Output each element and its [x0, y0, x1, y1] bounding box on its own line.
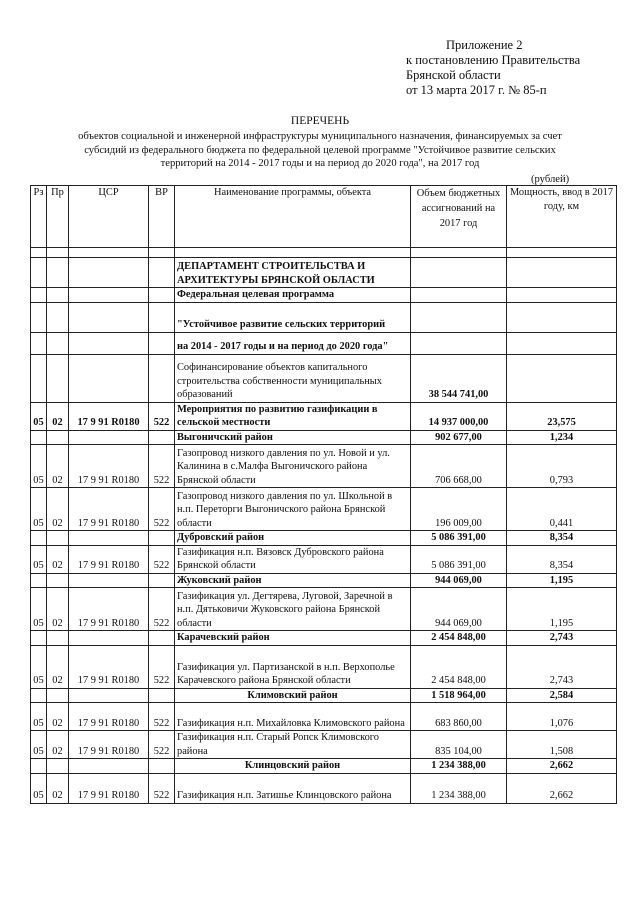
cell-vr: 522 [149, 488, 175, 531]
cell-km: 2,584 [507, 688, 617, 703]
cell-km: 23,575 [507, 402, 617, 430]
table-row [31, 545, 617, 573]
cell-csr [69, 258, 149, 288]
cell-rz: 05 [31, 488, 47, 531]
table-row [31, 588, 617, 631]
cell-km: 1,076 [507, 703, 617, 731]
header-rz: Рз [31, 186, 47, 248]
cell-csr [69, 354, 149, 402]
cell-vr [149, 430, 175, 445]
cell-km: 2,743 [507, 631, 617, 646]
cell-name: Газификация н.п. Вязовск Дубровского района Брянской области [175, 545, 411, 573]
table-row [31, 430, 617, 445]
cell-rz [31, 332, 47, 354]
cell-pr: 02 [47, 731, 69, 759]
cell-csr [69, 688, 149, 703]
cell-amount: 5 086 391,00 [411, 531, 507, 546]
cell-vr [149, 288, 175, 303]
cell-vr: 522 [149, 731, 175, 759]
cell-rz [31, 531, 47, 546]
appendix-line: к постановлению Правительства [406, 53, 581, 67]
cell-pr [47, 573, 69, 588]
cell-rz [31, 288, 47, 303]
cell-name: ДЕПАРТАМЕНТ СТРОИТЕЛЬСТВА И АРХИТЕКТУРЫ БРЯНСКОЙ ОБЛАСТИ [175, 258, 411, 288]
cell-name: Газификация н.п. Затишье Клинцовского района [175, 773, 411, 803]
table-header-row [31, 186, 617, 248]
table-row [31, 302, 617, 332]
cell-vr: 522 [149, 703, 175, 731]
cell-km [507, 248, 617, 258]
cell-km [507, 258, 617, 288]
cell-vr [149, 332, 175, 354]
appendix-line: Брянской области [406, 68, 501, 82]
cell-amount: 5 086 391,00 [411, 545, 507, 573]
cell-pr: 02 [47, 488, 69, 531]
cell-km: 2,743 [507, 645, 617, 688]
document-title: ПЕРЕЧЕНЬ [290, 115, 350, 127]
header-km: Мощность, ввод в 2017 году, км [507, 186, 617, 248]
cell-rz [31, 688, 47, 703]
cell-name: Клинцовский район [175, 759, 411, 774]
cell-amount: 2 454 848,00 [411, 631, 507, 646]
cell-amount: 944 069,00 [411, 573, 507, 588]
cell-pr [47, 759, 69, 774]
cell-rz [31, 430, 47, 445]
cell-name: Выгоничский район [175, 430, 411, 445]
table-row [31, 258, 617, 288]
cell-pr [47, 430, 69, 445]
cell-vr [149, 631, 175, 646]
cell-pr [47, 531, 69, 546]
cell-rz [31, 354, 47, 402]
header-name: Наименование программы, объекта [175, 186, 411, 248]
table-row [31, 631, 617, 646]
table-row [31, 332, 617, 354]
cell-amount: 38 544 741,00 [411, 354, 507, 402]
cell-name: Жуковский район [175, 573, 411, 588]
cell-km: 2,662 [507, 773, 617, 803]
cell-csr [69, 248, 149, 258]
cell-vr: 522 [149, 773, 175, 803]
cell-km [507, 354, 617, 402]
cell-rz: 05 [31, 445, 47, 488]
cell-km: 1,195 [507, 588, 617, 631]
cell-pr [47, 302, 69, 332]
document-subtitle [20, 130, 620, 171]
cell-rz [31, 248, 47, 258]
cell-amount: 835 104,00 [411, 731, 507, 759]
table-row [31, 288, 617, 303]
header-pr: Пр [47, 186, 69, 248]
table-row [31, 703, 617, 731]
cell-csr: 17 9 91 R0180 [69, 773, 149, 803]
cell-km [507, 332, 617, 354]
cell-km: 1,508 [507, 731, 617, 759]
cell-csr [69, 332, 149, 354]
header-vr: ВР [149, 186, 175, 248]
cell-rz [31, 631, 47, 646]
cell-rz: 05 [31, 545, 47, 573]
cell-amount: 944 069,00 [411, 588, 507, 631]
cell-vr: 522 [149, 402, 175, 430]
cell-name: Карачевский район [175, 631, 411, 646]
cell-pr [47, 258, 69, 288]
cell-csr [69, 759, 149, 774]
cell-vr [149, 759, 175, 774]
cell-pr [47, 354, 69, 402]
cell-pr: 02 [47, 703, 69, 731]
appendix-line: от 13 марта 2017 г. № 85-п [406, 83, 547, 97]
cell-pr: 02 [47, 445, 69, 488]
table-row [31, 773, 617, 803]
table-row [31, 488, 617, 531]
subtitle-line: субсидий из федерального бюджета по федеральной целевой программе "Устойчивое развитие сельских [84, 144, 556, 156]
cell-km: 2,662 [507, 759, 617, 774]
cell-amount [411, 258, 507, 288]
cell-km: 8,354 [507, 545, 617, 573]
cell-km: 0,441 [507, 488, 617, 531]
cell-rz: 05 [31, 703, 47, 731]
cell-pr: 02 [47, 645, 69, 688]
cell-vr [149, 354, 175, 402]
cell-name: "Устойчивое развитие сельских территорий [175, 302, 411, 332]
cell-rz [31, 573, 47, 588]
cell-name: Газификация н.п. Михайловка Климовского района [175, 703, 411, 731]
cell-name: Федеральная целевая программа [175, 288, 411, 303]
cell-name [175, 248, 411, 258]
cell-pr: 02 [47, 588, 69, 631]
cell-pr [47, 631, 69, 646]
cell-vr [149, 531, 175, 546]
cell-csr [69, 302, 149, 332]
cell-rz: 05 [31, 773, 47, 803]
table-row [31, 731, 617, 759]
cell-rz: 05 [31, 731, 47, 759]
cell-csr: 17 9 91 R0180 [69, 645, 149, 688]
cell-vr [149, 688, 175, 703]
cell-vr [149, 258, 175, 288]
cell-pr [47, 288, 69, 303]
subtitle-line: объектов социальной и инженерной инфраструктуры муниципального назначения, финансируемых за счет [78, 131, 562, 142]
cell-name: Газификация ул. Дегтярева, Луговой, Заречной в н.п. Дятьковичи Жуковского района Брянской области [175, 588, 411, 631]
cell-amount: 1 234 388,00 [411, 759, 507, 774]
units-label: (рублей) [531, 174, 570, 185]
table-row [31, 248, 617, 258]
cell-csr [69, 573, 149, 588]
cell-km: 1,195 [507, 573, 617, 588]
cell-rz: 05 [31, 645, 47, 688]
cell-vr [149, 302, 175, 332]
cell-name: Газопровод низкого давления по ул. Школьной в н.п. Переторги Выгоничского района Брянской области [175, 488, 411, 531]
cell-name: Газификация ул. Партизанской в н.п. Верхополье Карачевского района Брянской области [175, 645, 411, 688]
appendix-line: Приложение 2 [446, 38, 523, 52]
cell-amount: 2 454 848,00 [411, 645, 507, 688]
cell-km [507, 288, 617, 303]
table-row [31, 645, 617, 688]
cell-amount: 14 937 000,00 [411, 402, 507, 430]
cell-km: 8,354 [507, 531, 617, 546]
cell-amount: 196 009,00 [411, 488, 507, 531]
cell-amount: 706 668,00 [411, 445, 507, 488]
table-row [31, 688, 617, 703]
cell-rz: 05 [31, 588, 47, 631]
cell-csr: 17 9 91 R0180 [69, 703, 149, 731]
cell-name: Газификация н.п. Старый Ропск Климовского района [175, 731, 411, 759]
cell-pr [47, 332, 69, 354]
cell-amount [411, 332, 507, 354]
appendix-block [406, 38, 636, 98]
cell-pr: 02 [47, 402, 69, 430]
cell-amount [411, 288, 507, 303]
cell-csr: 17 9 91 R0180 [69, 588, 149, 631]
table-row [31, 759, 617, 774]
cell-csr: 17 9 91 R0180 [69, 488, 149, 531]
cell-name: Софинансирование объектов капитального строительства собственности муниципальных образований [175, 354, 411, 402]
table-row [31, 354, 617, 402]
cell-amount: 683 860,00 [411, 703, 507, 731]
cell-name: Климовский район [175, 688, 411, 703]
table-row [31, 445, 617, 488]
cell-name: Газопровод низкого давления по ул. Новой и ул. Калинина в с.Малфа Выгоничского района Брянской области [175, 445, 411, 488]
cell-csr [69, 631, 149, 646]
cell-csr [69, 531, 149, 546]
table-row [31, 531, 617, 546]
table-row [31, 573, 617, 588]
cell-pr [47, 248, 69, 258]
table-row [31, 402, 617, 430]
cell-km [507, 302, 617, 332]
cell-name: Дубровский район [175, 531, 411, 546]
subtitle-line: территорий на 2014 - 2017 годы и на период до 2020 года", на 2017 год [160, 158, 480, 169]
cell-amount: 1 518 964,00 [411, 688, 507, 703]
cell-pr: 02 [47, 773, 69, 803]
cell-vr: 522 [149, 545, 175, 573]
cell-vr [149, 573, 175, 588]
cell-csr [69, 430, 149, 445]
objects-table [30, 185, 617, 804]
cell-csr: 17 9 91 R0180 [69, 731, 149, 759]
header-csr: ЦСР [69, 186, 149, 248]
cell-rz [31, 759, 47, 774]
cell-vr: 522 [149, 588, 175, 631]
cell-pr: 02 [47, 545, 69, 573]
cell-rz [31, 302, 47, 332]
header-amount: Объем бюджетных ассигнований на 2017 год [411, 186, 507, 248]
cell-amount [411, 302, 507, 332]
cell-name: на 2014 - 2017 годы и на период до 2020 года" [175, 332, 411, 354]
cell-pr [47, 688, 69, 703]
cell-rz: 05 [31, 402, 47, 430]
cell-vr [149, 248, 175, 258]
cell-csr: 17 9 91 R0180 [69, 545, 149, 573]
cell-amount: 1 234 388,00 [411, 773, 507, 803]
cell-vr: 522 [149, 645, 175, 688]
cell-csr: 17 9 91 R0180 [69, 445, 149, 488]
cell-vr: 522 [149, 445, 175, 488]
table-body [31, 248, 617, 804]
cell-csr [69, 288, 149, 303]
cell-rz [31, 258, 47, 288]
cell-km: 0,793 [507, 445, 617, 488]
cell-km: 1,234 [507, 430, 617, 445]
cell-name: Мероприятия по развитию газификации в сельской местности [175, 402, 411, 430]
cell-amount [411, 248, 507, 258]
cell-csr: 17 9 91 R0180 [69, 402, 149, 430]
cell-amount: 902 677,00 [411, 430, 507, 445]
